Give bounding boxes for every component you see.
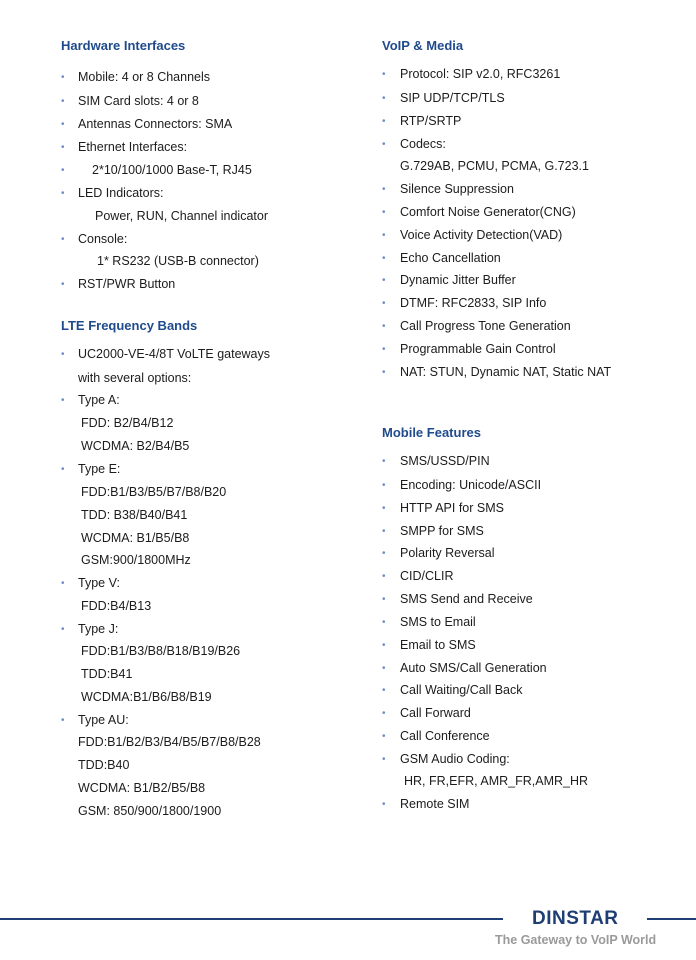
list-item-text: Type AU: [78, 713, 129, 727]
bullet-icon: • [61, 165, 65, 176]
bullet-icon: • [382, 480, 386, 491]
list-item-text: GSM Audio Coding: [400, 752, 510, 766]
bullet-icon: • [382, 230, 386, 241]
bullet-icon: • [382, 548, 386, 559]
list-item-text: Voice Activity Detection(VAD) [400, 228, 563, 242]
list-item-text: 2*10/100/1000 Base-T, RJ45 [92, 163, 252, 177]
list-item-text: WCDMA: B2/B4/B5 [81, 439, 190, 453]
list-item-text: Call Waiting/Call Back [400, 683, 523, 697]
list-item-text: Mobile: 4 or 8 Channels [78, 70, 211, 84]
bullet-icon: • [61, 72, 65, 83]
bullet-icon: • [382, 456, 386, 467]
bullet-icon: • [61, 279, 65, 290]
list-item-text: Type E: [78, 462, 121, 476]
list-item-text: Type A: [78, 393, 120, 407]
bullet-icon: • [382, 69, 386, 80]
list-item-text: Silence Suppression [400, 182, 514, 196]
list-item-text: Console: [78, 232, 128, 246]
bullet-icon: • [61, 234, 65, 245]
bullet-icon: • [382, 275, 386, 286]
list-item-text: Type V: [78, 576, 120, 590]
bullet-icon: • [382, 663, 386, 674]
bullet-icon: • [382, 207, 386, 218]
list-item-text: Power, RUN, Channel indicator [95, 209, 268, 223]
bullet-icon: • [382, 526, 386, 537]
list-item-text: Email to SMS [400, 638, 476, 652]
bullet-icon: • [61, 188, 65, 199]
list-item-text: FDD:B1/B2/B3/B4/B5/B7/B8/B28 [78, 735, 261, 749]
bullet-icon: • [382, 116, 386, 127]
list-item-text: LED Indicators: [78, 186, 164, 200]
bullet-icon: • [61, 96, 65, 107]
bullet-icon: • [382, 708, 386, 719]
list-item-text: SIM Card slots: 4 or 8 [78, 94, 199, 108]
list-item-text: RTP/SRTP [400, 114, 462, 128]
list-item-text: with several options: [78, 371, 192, 385]
bullet-icon: • [382, 298, 386, 309]
list-item-text: Dynamic Jitter Buffer [400, 273, 516, 287]
bullet-icon: • [382, 344, 386, 355]
bullet-icon: • [382, 799, 386, 810]
list-item-text: Call Conference [400, 729, 490, 743]
list-item-text: SMS/USSD/PIN [400, 454, 490, 468]
brand-tagline: The Gateway to VoIP World [495, 933, 657, 947]
footer-rule-right [647, 918, 696, 920]
bullet-icon: • [382, 503, 386, 514]
list-item-text: Codecs: [400, 137, 446, 151]
list-item-text: UC2000-VE-4/8T VoLTE gateways [78, 347, 270, 361]
list-item-text: RST/PWR Button [78, 277, 176, 291]
section-title-voip-media: VoIP & Media [382, 38, 464, 53]
bullet-icon: • [382, 367, 386, 378]
bullet-icon: • [382, 184, 386, 195]
list-item-text: Remote SIM [400, 797, 470, 811]
list-item-text: Call Progress Tone Generation [400, 319, 571, 333]
bullet-icon: • [382, 617, 386, 628]
list-item-text: FDD:B4/B13 [81, 599, 152, 613]
bullet-icon: • [382, 253, 386, 264]
list-item-text: FDD:B1/B3/B8/B18/B19/B26 [81, 644, 241, 658]
list-item-text: G.729AB, PCMU, PCMA, G.723.1 [400, 159, 589, 173]
list-item-text: 1* RS232 (USB-B connector) [97, 254, 259, 268]
list-item-text: SIP UDP/TCP/TLS [400, 91, 505, 105]
brand-logo: DINSTAR [532, 908, 619, 929]
bullet-icon: • [61, 142, 65, 153]
list-item-text: WCDMA: B1/B2/B5/B8 [78, 781, 206, 795]
bullet-icon: • [61, 464, 65, 475]
list-item-text: FDD:B1/B3/B5/B7/B8/B20 [81, 485, 227, 499]
list-item-text: DTMF: RFC2833, SIP Info [400, 296, 547, 310]
list-item-text: SMS Send and Receive [400, 592, 533, 606]
section-title-mobile-features: Mobile Features [382, 425, 481, 440]
list-item-text: Protocol: SIP v2.0, RFC3261 [400, 67, 561, 81]
list-item-text: WCDMA: B1/B5/B8 [81, 531, 190, 545]
list-item-text: Polarity Reversal [400, 546, 495, 560]
list-item-text: NAT: STUN, Dynamic NAT, Static NAT [400, 365, 612, 379]
bullet-icon: • [382, 571, 386, 582]
section-title-lte-frequency-bands: LTE Frequency Bands [61, 318, 198, 333]
bullet-icon: • [382, 640, 386, 651]
bullet-icon: • [61, 349, 65, 360]
list-item-text: Comfort Noise Generator(CNG) [400, 205, 576, 219]
list-item-text: Ethernet Interfaces: [78, 140, 188, 154]
list-item-text: HTTP API for SMS [400, 501, 504, 515]
bullet-icon: • [61, 715, 65, 726]
list-item-text: GSM: 850/900/1800/1900 [78, 804, 222, 818]
list-item-text: Antennas Connectors: SMA [78, 117, 233, 131]
footer-rule-left [0, 918, 503, 920]
section-title-hardware-interfaces: Hardware Interfaces [61, 38, 186, 53]
list-item-text: GSM:900/1800MHz [81, 553, 191, 567]
list-item-text: Encoding: Unicode/ASCII [400, 478, 542, 492]
bullet-icon: • [61, 395, 65, 406]
list-item-text: WCDMA:B1/B6/B8/B19 [81, 690, 212, 704]
bullet-icon: • [382, 139, 386, 150]
list-item-text: SMS to Email [400, 615, 476, 629]
bullet-icon: • [382, 594, 386, 605]
bullet-icon: • [382, 93, 386, 104]
list-item-text: TDD:B40 [78, 758, 130, 772]
bullet-icon: • [61, 119, 65, 130]
list-item-text: HR, FR,EFR, AMR_FR,AMR_HR [404, 774, 589, 788]
list-item-text: CID/CLIR [400, 569, 454, 583]
list-item-text: FDD: B2/B4/B12 [81, 416, 174, 430]
list-item-text: Programmable Gain Control [400, 342, 556, 356]
list-item-text: TDD: B38/B40/B41 [81, 508, 188, 522]
bullet-icon: • [382, 685, 386, 696]
bullet-icon: • [382, 754, 386, 765]
list-item-text: SMPP for SMS [400, 524, 484, 538]
list-item-text: Echo Cancellation [400, 251, 501, 265]
list-item-text: Call Forward [400, 706, 471, 720]
bullet-icon: • [382, 321, 386, 332]
list-item-text: Auto SMS/Call Generation [400, 661, 547, 675]
bullet-icon: • [61, 578, 65, 589]
list-item-text: TDD:B41 [81, 667, 133, 681]
list-item-text: Type J: [78, 622, 119, 636]
bullet-icon: • [61, 624, 65, 635]
bullet-icon: • [382, 731, 386, 742]
